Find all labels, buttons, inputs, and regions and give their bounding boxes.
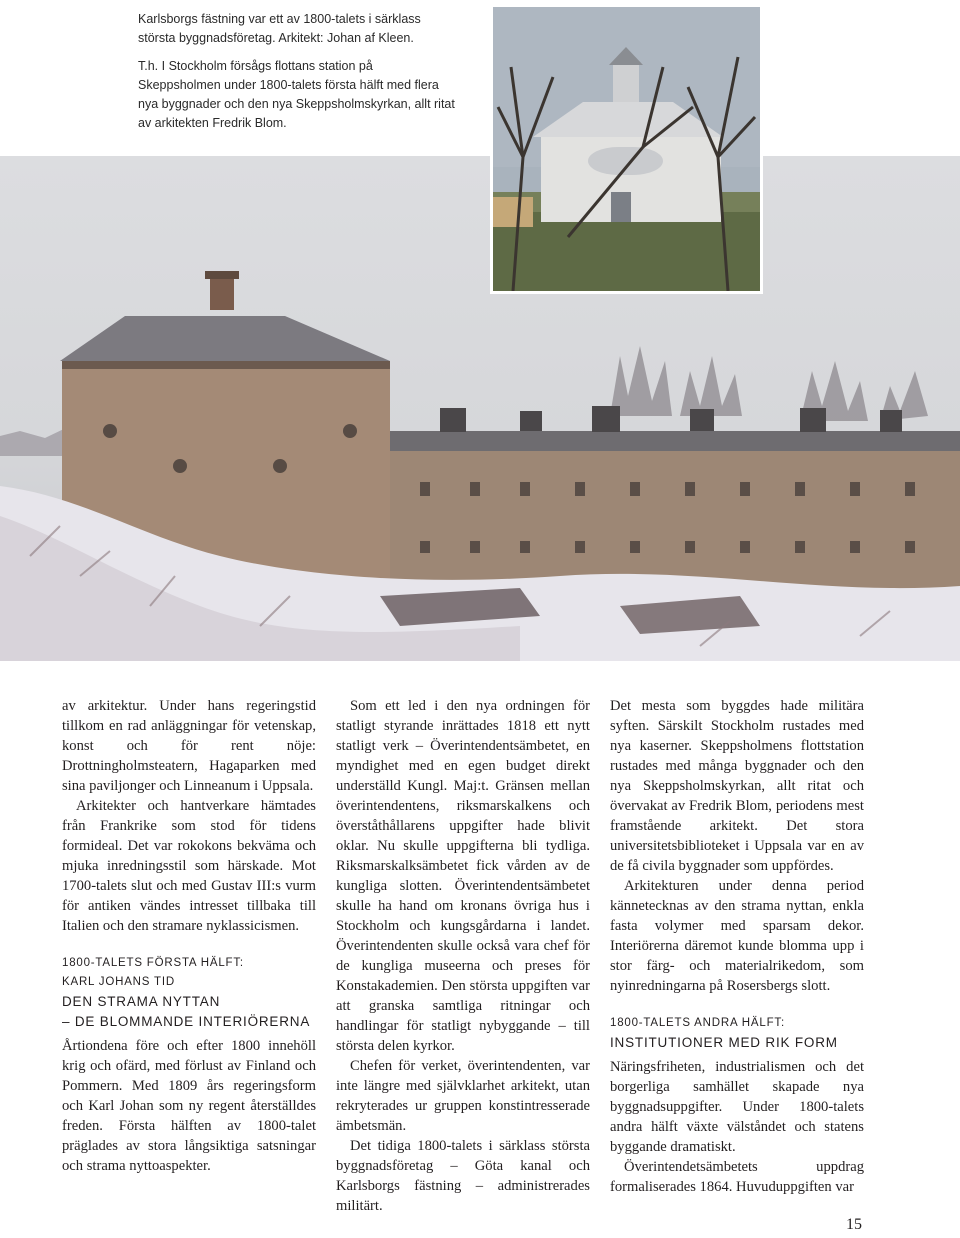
section-heading: INSTITUTIONER MED RIK FORM bbox=[610, 1035, 838, 1050]
paragraph: Chefen för verket, överintendenten, var inte längre med självklarhet arkitekt, utan rekryterades ur gruppen konstintresserade ämbetsmän. bbox=[336, 1058, 590, 1134]
paragraph: Årtiondena före och efter 1800 innehöll krig och ofärd, med förlust av Finland och Pommern. Med 1809 års regeringsform och Karl Johan som ny regent återställdes freden. Första hälften av 1800-talet präglades av stora långsiktiga satsningar och strama nyttoaspekter. bbox=[62, 1038, 316, 1174]
text-column-2 bbox=[336, 696, 590, 1216]
page-number: 15 bbox=[846, 1216, 862, 1233]
paragraph: Arkitekter och hantverkare hämtades från Frankrike som stod för tidens formideal. Det var rokokons bekväma och mjuka inredningsstil som härskade. Mot 1700-talets slut och med Gustav III:s vurm för antiken vändes intresset tillbaka till Italien och den stramare nyklassicismen. bbox=[62, 798, 316, 934]
paragraph: Det mesta som byggdes hade militära syften. Särskilt Stockholm rustades med nya kaserner. Skeppsholmens flottstation rustades med många byggnader och den nya Skeppsholmskyrkan, allt ritat och övervakat av Fredrik Blom, periodens mest framstående arkitekt. Det stora universitetsbiblioteket i Uppsala var en av de få civila byggnader som uppfördes. bbox=[610, 698, 864, 874]
section-heading: – DE BLOMMANDE INTERIÖRERNA bbox=[62, 1014, 311, 1029]
paragraph: Det tidiga 1800-talets i särklass största byggnadsföretag – Göta kanal och Karlsborgs fästning – administrerades militärt. bbox=[336, 1138, 590, 1214]
section-heading: DEN STRAMA NYTTAN bbox=[62, 994, 221, 1009]
paragraph: Som ett led i den nya ordningen för statligt styrande inrättades 1818 ett nytt statligt verk – Överintendentsämbetet, en myndighet med en egen budget direkt underställd Kungl. Maj:t. Gränsen mellan överintendentens, riksmarskalkens och överståthållarens uppgifter hade blivit oklar. Nu skulle uppgifterna bli tydliga. Riksmarskalksämbetet fick vården av de kungliga slotten. Överintendentsämbetet skulle ha hand om kronans övriga hus i Stockholm och kungsgårdarna i landet. Överintendenten skulle också vara chef för de kungliga museerna och preses för Konstakademien. Den största uppgiften var att granska samtliga ritningar och handlingar för statligt nybyggande – till största delen kyrkor. bbox=[336, 698, 590, 1054]
paragraph: av arkitektur. Under hans regeringstid tillkom en rad anläggningar för vetenskap, konst och för rent nöje: Drottningholmsteatern, Hagaparken med sina paviljonger och Linneanum i Uppsala. bbox=[62, 698, 316, 794]
section-kicker: 1800-TALETS ANDRA HÄLFT: bbox=[610, 1017, 785, 1029]
text-column-1 bbox=[62, 696, 316, 1176]
paragraph: Överintendetsämbetets uppdrag formaliserades 1864. Huvuduppgiften var bbox=[610, 1159, 864, 1195]
section-kicker: 1800-TALETS FÖRSTA HÄLFT: bbox=[62, 957, 244, 969]
photo-karlsborg-fortress bbox=[0, 156, 960, 661]
photo-skeppsholmskyrkan bbox=[490, 4, 763, 294]
paragraph: Näringsfriheten, industrialismen och det borgerliga samhället skapade nya byggnadsuppgifter. Under 1800-talets andra hälft växte välståndet och statens byggande dramatiskt. bbox=[610, 1059, 864, 1155]
caption-karlsborg: Karlsborgs fästning var ett av 1800-talets i särklass största byggnadsföretag. Arkitekt: Johan af Kleen. bbox=[138, 12, 421, 45]
section-kicker: KARL JOHANS TID bbox=[62, 976, 175, 988]
paragraph: Arkitekturen under denna period kännetecknas av den strama nyttan, enkla fasta volymer med sparsam dekor. Interiörerna däremot kunde blomma upp i stor färg- och materialrikedom, som nyinredningarna på Rosersbergs slott. bbox=[610, 878, 864, 994]
photo-caption bbox=[138, 10, 458, 133]
caption-skeppsholmen: T.h. I Stockholm försågs flottans station på Skeppsholmen under 1800-talets första hälft med flera nya byggnader och den nya Skeppsholmskyrkan, allt ritat av arkitekten Fredrik Blom. bbox=[138, 59, 455, 130]
text-column-3 bbox=[610, 696, 864, 1197]
